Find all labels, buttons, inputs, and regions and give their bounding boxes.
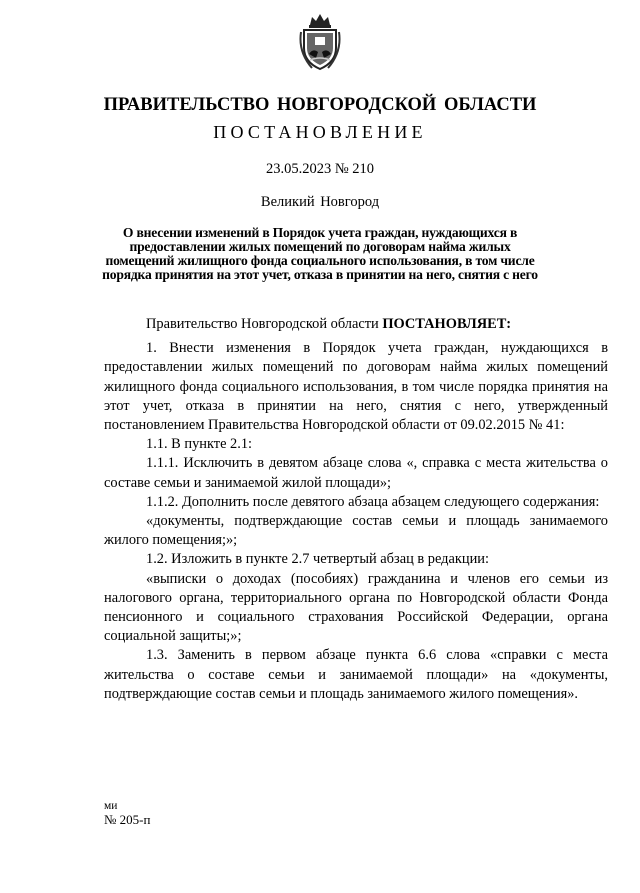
document-subject: О внесении изменений в Порядок учета граждан, нуждающихся в предоставлении жилых помещений по договорам найма жилых помещений жилищного фонда социального использования, в том числе порядка принятия на этот учет, отказа в принятии на него, снятия с него: [102, 225, 538, 282]
footer-code: [104, 800, 150, 826]
paragraph: 1.1.2. Дополнить после девятого абзаца абзацем следующего содержания:: [146, 493, 600, 510]
footer-number: № 205-п: [104, 812, 151, 827]
document-body: [104, 315, 608, 704]
paragraph: 1.1. В пункте 2.1:: [146, 436, 253, 453]
city-name: Великий Новгород: [260, 194, 380, 210]
footer-initials: ми: [104, 800, 118, 812]
preamble: [104, 315, 608, 334]
document-type: ПОСТАНОВЛЕНИЕ: [213, 122, 427, 142]
paragraph: 1.2. Изложить в пункте 2.7 четвертый абзац в редакции:: [146, 551, 489, 568]
paragraph: 1.3. Заменить в первом абзаце пункта 6.6 слова «справки с места жительства о составе семьи и занимаемой площади» на «документы, подтверждающие состав семьи и площадь занимаемого жилого помещения».: [104, 647, 608, 702]
coat-of-arms-icon: [298, 12, 342, 72]
paragraph: 1. Внести изменения в Порядок учета граждан, нуждающихся в предоставлении жилых помещений по договорам найма жилых помещений жилищного фонда социального использования, в том числе порядка принятия на этот учет, отказа в принятии на него, снятия с него, утвержденный постановлением Правительства Новгородской области от 09.02.2015 № 41:: [104, 340, 608, 434]
date-number: 23.05.2023 № 210: [265, 161, 375, 177]
paragraph: 1.1.1. Исключить в девятом абзаце слова «, справка с места жительства о составе семьи и занимаемой жилой площади»;: [104, 455, 608, 491]
preamble-bold: ПОСТАНОВЛЯЕТ:: [382, 316, 512, 332]
preamble-text: Правительство Новгородской области: [146, 316, 383, 332]
paragraph: «документы, подтверждающие состав семьи и площадь занимаемого жилого помещения;»;: [104, 513, 608, 549]
paragraph: «выписки о доходах (пособиях) гражданина и членов его семьи из налогового органа, территориального органа по Новгородской области Фонда пенсионного и социального страхования Российской Федерации, органа социальной защиты;»;: [104, 570, 608, 645]
authority-heading: ПРАВИТЕЛЬСТВО НОВГОРОДСКОЙ ОБЛАСТИ: [103, 95, 537, 115]
